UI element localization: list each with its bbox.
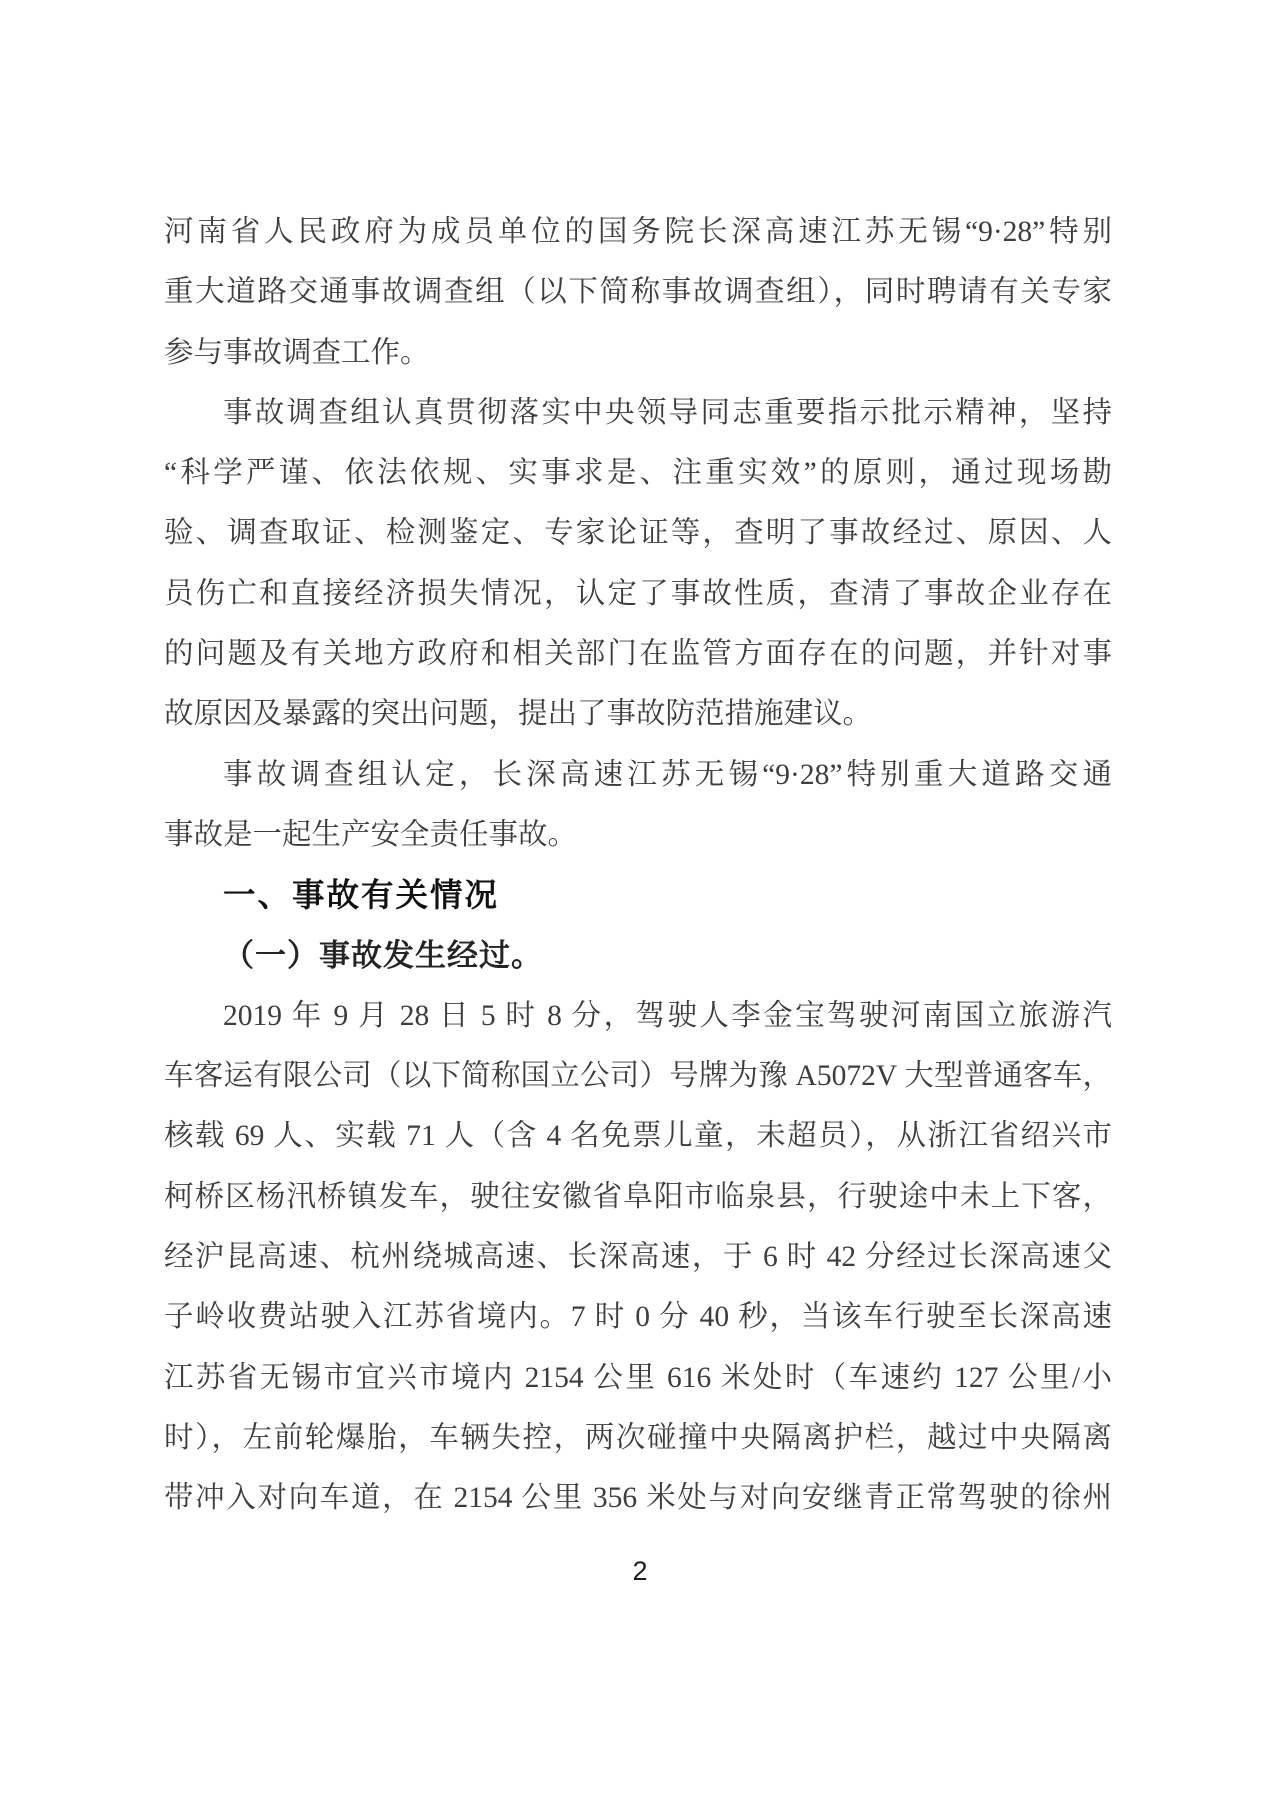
paragraph-line: 的问题及有关地方政府和相关部门在监管方面存在的问题，并针对事 (164, 638, 1112, 671)
paragraph-line: 故原因及暴露的突出问题，提出了事故防范措施建议。 (164, 698, 873, 731)
paragraph-line: 事故调查组认定，长深高速江苏无锡“9·28”特别重大道路交通 (223, 758, 1112, 791)
paragraph-line: 时），左前轮爆胎，车辆失控，两次碰撞中央隔离护栏，越过中央隔离 (164, 1421, 1112, 1454)
paragraph-line: 柯桥区杨汛桥镇发车，驶往安徽省阜阳市临泉县，行驶途中未上下客， (164, 1180, 1112, 1213)
paragraph-line: 经沪昆高速、杭州绕城高速、长深高速，于 6 时 42 分经过长深高速父 (164, 1241, 1112, 1274)
paragraph-line: 核载 69 人、实载 71 人（含 4 名免票儿童，未超员），从浙江省绍兴市 (164, 1120, 1112, 1153)
paragraph-line: 河南省人民政府为成员单位的国务院长深高速江苏无锡“9·28”特别 (164, 216, 1112, 248)
paragraph-line: 车客运有限公司（以下简称国立公司）号牌为豫 A5072V 大型普通客车， (164, 1060, 1112, 1093)
paragraph-line: 验、调查取证、检测鉴定、专家论证等，查明了事故经过、原因、人 (164, 517, 1112, 550)
paragraph-line: 带冲入对向车道，在 2154 公里 356 米处与对向安继青正常驾驶的徐州 (164, 1482, 1112, 1515)
subsection-heading: （一）事故发生经过。 (223, 937, 543, 973)
paragraph-line: 2019 年 9 月 28 日 5 时 8 分，驾驶人李金宝驾驶河南国立旅游汽 (223, 999, 1112, 1032)
paragraph-line: 参与事故调查工作。 (164, 336, 430, 369)
paragraph-line: “科学严谨、依法依规、实事求是、注重实效”的原则，通过现场勘 (164, 457, 1112, 490)
page-number: 2 (632, 1556, 648, 1586)
paragraph-line: 子岭收费站驶入江苏省境内。7 时 0 分 40 秒，当该车行驶至长深高速 (164, 1301, 1112, 1334)
document-body (164, 202, 1112, 1529)
paragraph-line: 事故调查组认真贯彻落实中央领导同志重要指示批示精神，坚持 (223, 396, 1112, 429)
paragraph-line: 江苏省无锡市宜兴市境内 2154 公里 616 米处时（车速约 127 公里/小 (164, 1361, 1112, 1394)
section-heading: 一、事故有关情况 (223, 877, 500, 914)
paragraph-line: 事故是一起生产安全责任事故。 (164, 818, 578, 851)
paragraph-line: 员伤亡和直接经济损失情况，认定了事故性质，查清了事故企业存在 (164, 577, 1112, 610)
paragraph-line: 重大道路交通事故调查组（以下简称事故调查组），同时聘请有关专家 (164, 276, 1112, 309)
